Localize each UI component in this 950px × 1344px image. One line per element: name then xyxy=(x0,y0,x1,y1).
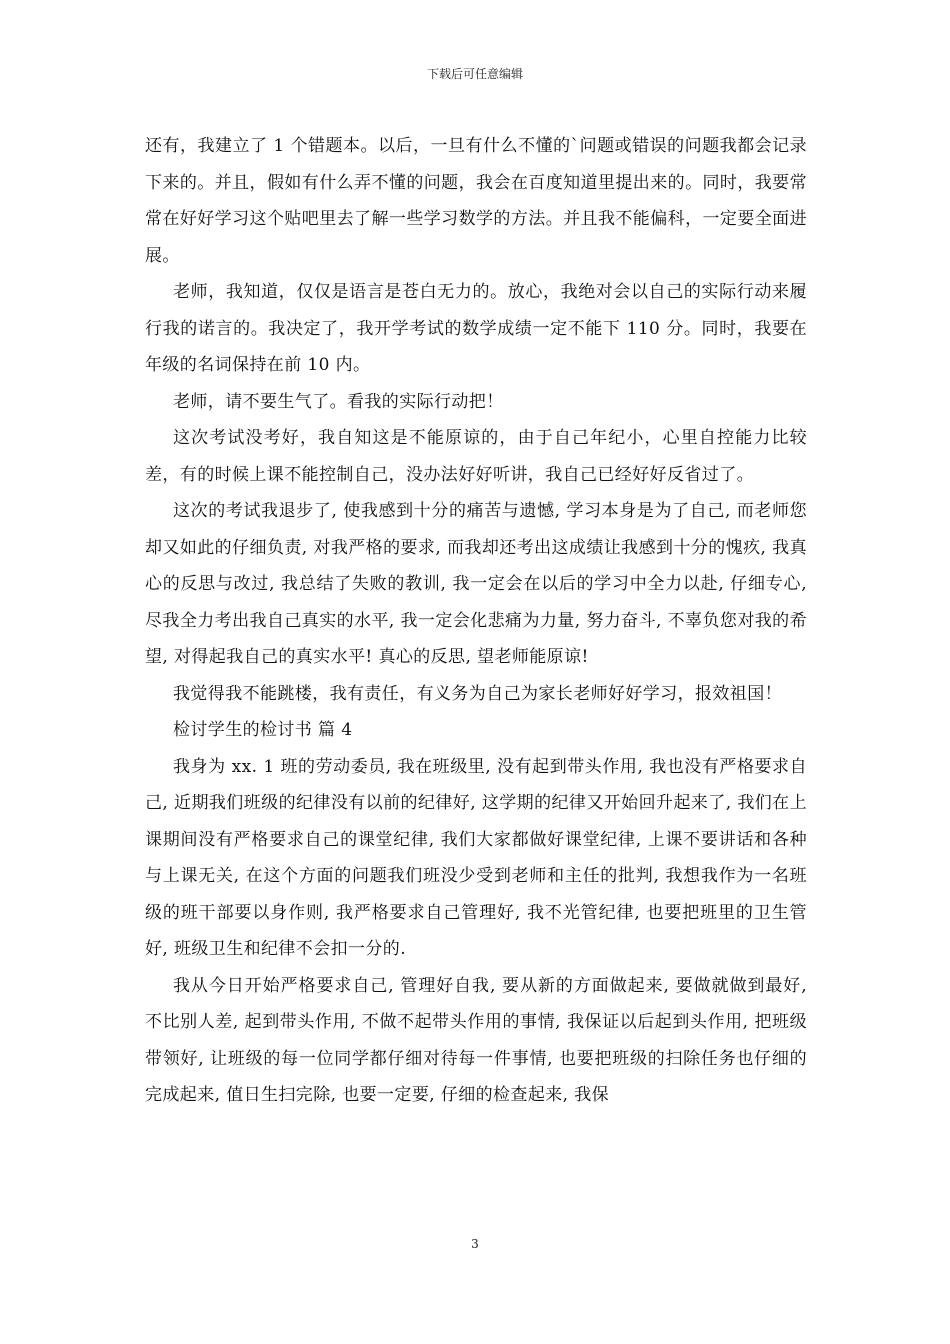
paragraph-continuation: 还有，我建立了 1 个错题本。以后，一旦有什么不懂的`问题或错误的问题我都会记录下来的。并且，假如有什么弄不懂的问题，我会在百度知道里提出来的。同时，我要常常在好好学习这个贴吧里去了解一些学习数学的方法。并且我不能偏科，一定要全面进展。 xyxy=(145,136,807,266)
document-body xyxy=(145,128,807,1114)
paragraph-labor-committee: 我身为 xx. 1 班的劳动委员, 我在班级里, 没有起到带头作用, 我也没有严格要求自己, 近期我们班级的纪律没有以前的纪律好, 这学期的纪律又开始回升起来了, 我们在上课期间没有严格要求自己的课堂纪律, 我们大家都做好课堂纪律, 上课不要讲话和各种与上课无关, 在这个方面的问题我们班没少受到老师和主任的批判, 我想我作为一名班级的班干部要以身作则, 我严格要求自己管理好, 我不光管纪律, 也要把班里的卫生管好, 班级卫生和纪律不会扣一分的. xyxy=(145,756,807,959)
paragraph-regression: 这次的考试我退步了, 使我感到十分的痛苦与遗憾, 学习本身是为了自己, 而老师您却又如此的仔细负责, 对我严格的要求, 而我却还考出这成绩让我感到十分的愧疚, 我真心的反思与改过, 我总结了失败的教训, 我一定会在以后的学习中全力以赴, 仔细专心, 尽我全力考出我自己真实的水平, 我一定会化悲痛为力量, 努力奋斗, 不辜负您对我的希望, 对得起我自己的真实水平! 真心的反思, 望老师能原谅! xyxy=(145,501,807,667)
page-header xyxy=(0,66,950,82)
paragraph-responsibility: 我觉得我不能跳楼，我有责任，有义务为自己为家长老师好好学习，报效祖国！ xyxy=(173,683,782,704)
paragraph-starting-today: 我从今日开始严格要求自己, 管理好自我, 要从新的方面做起来, 要做就做到最好, 不比别人差, 起到带头作用, 不做不起带头作用的事情, 我保证以后起到头作用, 把班级带领好, 让班级的每一位同学都仔细对待每一件事情, 也要把班级的扫除任务也仔细的完成起来, 值日生扫完除, 也要一定要, 仔细的检查起来, 我保 xyxy=(145,975,807,1105)
page-number: 3 xyxy=(471,1237,479,1251)
paragraph-exam-failure: 这次考试没考好，我自知这是不能原谅的，由于自己年纪小，心里自控能力比较差，有的时候上课不能控制自己，没办法好好听讲，我自己已经好好反省过了。 xyxy=(145,428,807,485)
paragraph-dont-be-angry: 老师，请不要生气了。看我的实际行动把！ xyxy=(173,391,504,412)
header-note: 下载后可任意编辑 xyxy=(426,67,523,81)
page-footer xyxy=(0,1236,950,1252)
section-heading: 检讨学生的检讨书 篇 4 xyxy=(173,720,353,740)
paragraph-promise: 老师，我知道，仅仅是语言是苍白无力的。放心，我绝对会以自己的实际行动来履行我的诺言的。我决定了，我开学考试的数学成绩一定不能下 110 分。同时，我要在年级的名词保持在前 10 内。 xyxy=(145,282,807,375)
